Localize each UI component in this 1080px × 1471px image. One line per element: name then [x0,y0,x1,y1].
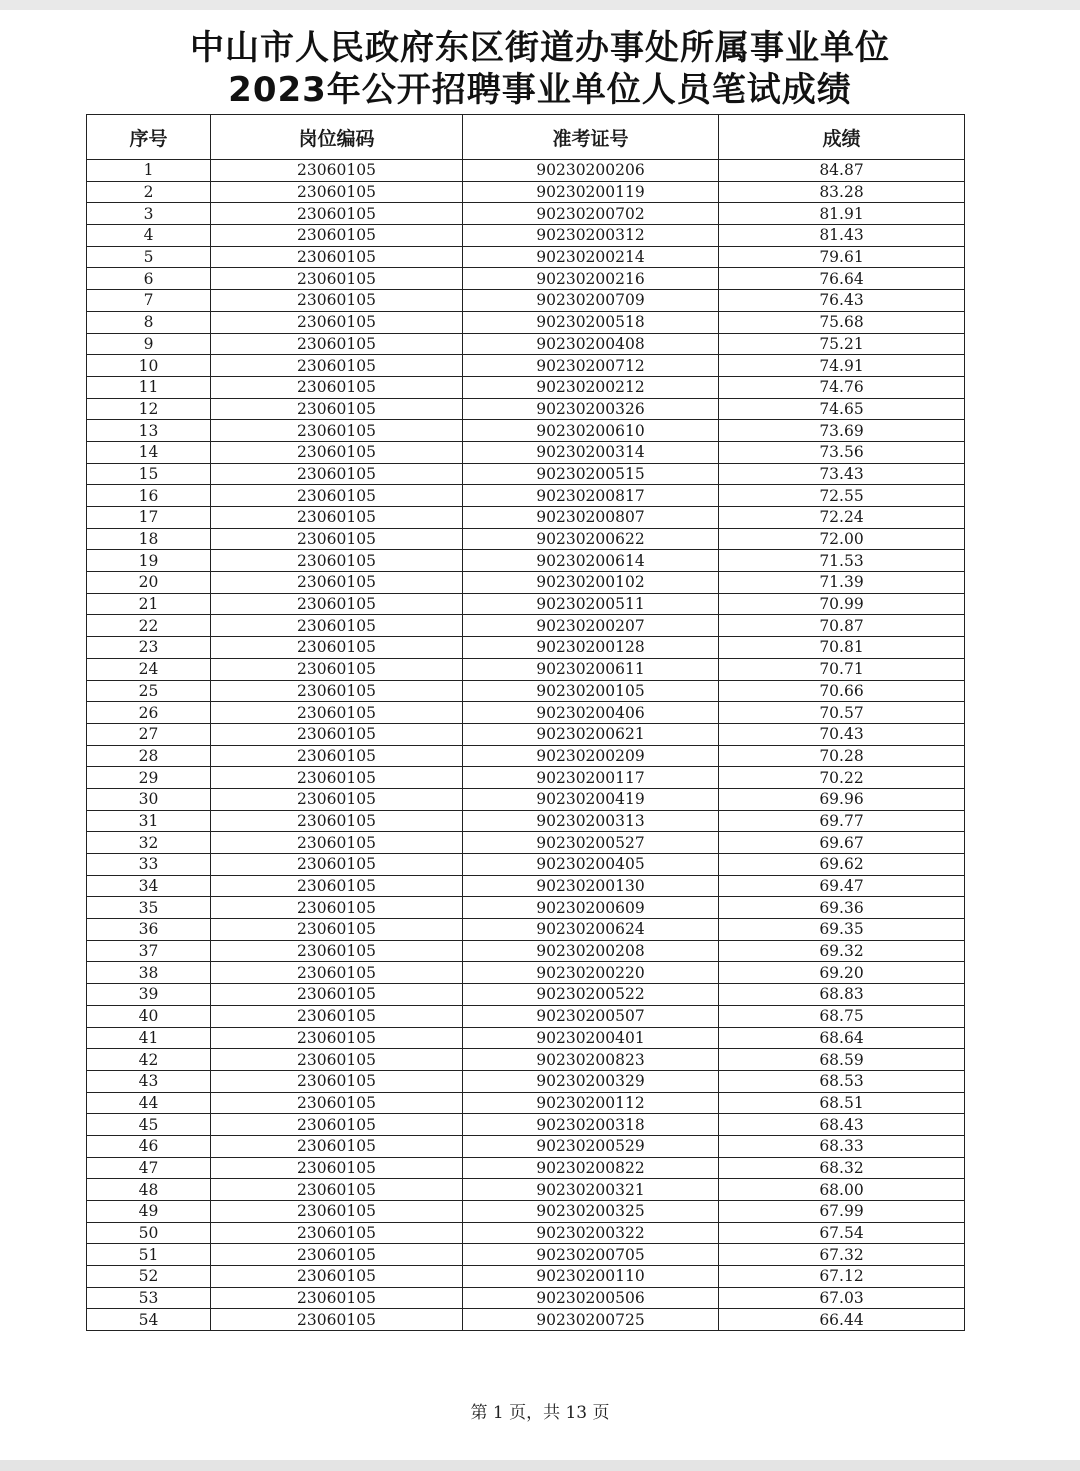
cell-ticket-number: 90230200614 [463,550,719,572]
cell-serial: 2 [87,181,211,203]
cell-ticket-number: 90230200312 [463,225,719,247]
table-row [87,1135,965,1157]
cell-score: 71.53 [719,550,965,572]
cell-ticket-number: 90230200214 [463,246,719,268]
cell-position-code: 23060105 [211,1222,463,1244]
cell-position-code: 23060105 [211,1201,463,1223]
cell-score: 81.43 [719,225,965,247]
cell-serial: 26 [87,702,211,724]
cell-serial: 38 [87,962,211,984]
cell-ticket-number: 90230200401 [463,1027,719,1049]
table-row [87,615,965,637]
cell-serial: 42 [87,1049,211,1071]
cell-score: 72.00 [719,528,965,550]
cell-score: 70.22 [719,767,965,789]
cell-serial: 3 [87,203,211,225]
table-row [87,485,965,507]
cell-ticket-number: 90230200119 [463,181,719,203]
cell-serial: 47 [87,1157,211,1179]
cell-serial: 53 [87,1287,211,1309]
top-edge [0,0,1080,10]
cell-position-code: 23060105 [211,311,463,333]
cell-position-code: 23060105 [211,376,463,398]
cell-ticket-number: 90230200527 [463,832,719,854]
cell-score: 69.96 [719,788,965,810]
table-row [87,181,965,203]
cell-position-code: 23060105 [211,962,463,984]
table-row [87,1114,965,1136]
table-row [87,1070,965,1092]
cell-serial: 39 [87,984,211,1006]
table-row [87,984,965,1006]
cell-score: 69.20 [719,962,965,984]
table-row [87,1309,965,1331]
cell-score: 70.99 [719,593,965,615]
cell-position-code: 23060105 [211,355,463,377]
cell-serial: 5 [87,246,211,268]
document-title-line2: 2023年公开招聘事业单位人员笔试成绩 [228,70,852,110]
cell-score: 66.44 [719,1309,965,1331]
table-row [87,398,965,420]
table-row [87,1287,965,1309]
cell-ticket-number: 90230200208 [463,940,719,962]
cell-position-code: 23060105 [211,1179,463,1201]
cell-serial: 49 [87,1201,211,1223]
cell-ticket-number: 90230200216 [463,268,719,290]
cell-serial: 29 [87,767,211,789]
cell-position-code: 23060105 [211,550,463,572]
cell-score: 68.53 [719,1070,965,1092]
cell-position-code: 23060105 [211,1027,463,1049]
cell-ticket-number: 90230200105 [463,680,719,702]
table-row [87,810,965,832]
cell-position-code: 23060105 [211,897,463,919]
cell-serial: 1 [87,160,211,182]
cell-position-code: 23060105 [211,984,463,1006]
cell-ticket-number: 90230200622 [463,528,719,550]
cell-serial: 23 [87,637,211,659]
cell-position-code: 23060105 [211,1157,463,1179]
cell-position-code: 23060105 [211,1287,463,1309]
cell-position-code: 23060105 [211,702,463,724]
table-row [87,507,965,529]
cell-position-code: 23060105 [211,723,463,745]
cell-serial: 8 [87,311,211,333]
cell-serial: 15 [87,463,211,485]
table-row [87,637,965,659]
cell-position-code: 23060105 [211,441,463,463]
cell-score: 69.35 [719,919,965,941]
cell-serial: 27 [87,723,211,745]
cell-ticket-number: 90230200406 [463,702,719,724]
cell-position-code: 23060105 [211,333,463,355]
cell-position-code: 23060105 [211,854,463,876]
table-row [87,919,965,941]
cell-position-code: 23060105 [211,593,463,615]
cell-ticket-number: 90230200823 [463,1049,719,1071]
table-row [87,1092,965,1114]
cell-ticket-number: 90230200212 [463,376,719,398]
cell-ticket-number: 90230200130 [463,875,719,897]
cell-ticket-number: 90230200807 [463,507,719,529]
table-row [87,203,965,225]
cell-score: 69.67 [719,832,965,854]
cell-score: 70.66 [719,680,965,702]
cell-ticket-number: 90230200518 [463,311,719,333]
cell-ticket-number: 90230200110 [463,1266,719,1288]
page-number: 第 1 页，共 13 页 [470,1403,610,1423]
cell-serial: 50 [87,1222,211,1244]
cell-score: 68.51 [719,1092,965,1114]
table-row [87,1222,965,1244]
cell-serial: 6 [87,268,211,290]
header-ticket-number: 准考证号 [463,115,719,160]
cell-serial: 18 [87,528,211,550]
cell-position-code: 23060105 [211,463,463,485]
cell-serial: 33 [87,854,211,876]
table-row [87,463,965,485]
cell-ticket-number: 90230200322 [463,1222,719,1244]
cell-serial: 46 [87,1135,211,1157]
cell-position-code: 23060105 [211,810,463,832]
cell-ticket-number: 90230200610 [463,420,719,442]
cell-ticket-number: 90230200405 [463,854,719,876]
cell-serial: 20 [87,572,211,594]
cell-score: 74.91 [719,355,965,377]
cell-ticket-number: 90230200511 [463,593,719,615]
cell-score: 84.87 [719,160,965,182]
cell-position-code: 23060105 [211,485,463,507]
cell-ticket-number: 90230200207 [463,615,719,637]
cell-position-code: 23060105 [211,225,463,247]
cell-score: 67.54 [719,1222,965,1244]
cell-position-code: 23060105 [211,1309,463,1331]
cell-ticket-number: 90230200209 [463,745,719,767]
cell-serial: 45 [87,1114,211,1136]
cell-serial: 25 [87,680,211,702]
cell-score: 67.03 [719,1287,965,1309]
table-row [87,528,965,550]
cell-score: 70.43 [719,723,965,745]
cell-serial: 51 [87,1244,211,1266]
cell-score: 69.32 [719,940,965,962]
cell-serial: 52 [87,1266,211,1288]
table-row [87,1244,965,1266]
header-score: 成绩 [719,115,965,160]
cell-serial: 24 [87,658,211,680]
cell-serial: 35 [87,897,211,919]
cell-score: 68.75 [719,1005,965,1027]
cell-serial: 13 [87,420,211,442]
cell-score: 76.43 [719,290,965,312]
table-header-row [87,115,965,160]
cell-ticket-number: 90230200325 [463,1201,719,1223]
cell-ticket-number: 90230200621 [463,723,719,745]
cell-score: 68.43 [719,1114,965,1136]
table-row [87,702,965,724]
cell-position-code: 23060105 [211,203,463,225]
cell-position-code: 23060105 [211,680,463,702]
cell-serial: 37 [87,940,211,962]
cell-ticket-number: 90230200709 [463,290,719,312]
cell-serial: 19 [87,550,211,572]
cell-ticket-number: 90230200408 [463,333,719,355]
cell-score: 72.55 [719,485,965,507]
cell-score: 73.56 [719,441,965,463]
table-row [87,441,965,463]
cell-serial: 7 [87,290,211,312]
table-row [87,593,965,615]
cell-ticket-number: 90230200112 [463,1092,719,1114]
cell-position-code: 23060105 [211,1135,463,1157]
table-row [87,290,965,312]
cell-score: 76.64 [719,268,965,290]
cell-serial: 36 [87,919,211,941]
cell-ticket-number: 90230200611 [463,658,719,680]
cell-serial: 16 [87,485,211,507]
cell-ticket-number: 90230200329 [463,1070,719,1092]
cell-ticket-number: 90230200529 [463,1135,719,1157]
table-row [87,832,965,854]
table-row [87,875,965,897]
cell-serial: 34 [87,875,211,897]
cell-score: 70.57 [719,702,965,724]
cell-score: 68.33 [719,1135,965,1157]
cell-ticket-number: 90230200314 [463,441,719,463]
cell-score: 74.65 [719,398,965,420]
cell-position-code: 23060105 [211,940,463,962]
cell-position-code: 23060105 [211,1114,463,1136]
cell-ticket-number: 90230200128 [463,637,719,659]
cell-serial: 41 [87,1027,211,1049]
cell-ticket-number: 90230200712 [463,355,719,377]
cell-position-code: 23060105 [211,572,463,594]
cell-score: 70.81 [719,637,965,659]
cell-serial: 9 [87,333,211,355]
cell-position-code: 23060105 [211,181,463,203]
cell-ticket-number: 90230200725 [463,1309,719,1331]
table-row [87,333,965,355]
table-row [87,1201,965,1223]
bottom-edge [0,1460,1080,1471]
cell-ticket-number: 90230200220 [463,962,719,984]
cell-position-code: 23060105 [211,637,463,659]
header-position-code: 岗位编码 [211,115,463,160]
cell-ticket-number: 90230200318 [463,1114,719,1136]
cell-ticket-number: 90230200313 [463,810,719,832]
cell-position-code: 23060105 [211,919,463,941]
cell-ticket-number: 90230200522 [463,984,719,1006]
cell-serial: 28 [87,745,211,767]
cell-score: 68.00 [719,1179,965,1201]
cell-score: 79.61 [719,246,965,268]
cell-position-code: 23060105 [211,507,463,529]
table-row [87,745,965,767]
cell-ticket-number: 90230200117 [463,767,719,789]
cell-serial: 43 [87,1070,211,1092]
cell-score: 75.21 [719,333,965,355]
table-row [87,658,965,680]
table-row [87,355,965,377]
cell-position-code: 23060105 [211,246,463,268]
table-row [87,680,965,702]
cell-score: 67.12 [719,1266,965,1288]
cell-serial: 40 [87,1005,211,1027]
table-row [87,268,965,290]
table-row [87,1266,965,1288]
cell-serial: 32 [87,832,211,854]
cell-score: 70.87 [719,615,965,637]
cell-score: 68.83 [719,984,965,1006]
cell-position-code: 23060105 [211,268,463,290]
table-row [87,550,965,572]
table-row [87,420,965,442]
table-row [87,1049,965,1071]
cell-position-code: 23060105 [211,745,463,767]
table-row [87,897,965,919]
cell-serial: 22 [87,615,211,637]
cell-ticket-number: 90230200506 [463,1287,719,1309]
table-row [87,788,965,810]
cell-score: 69.62 [719,854,965,876]
table-row [87,246,965,268]
cell-score: 69.47 [719,875,965,897]
cell-position-code: 23060105 [211,615,463,637]
cell-position-code: 23060105 [211,767,463,789]
cell-ticket-number: 90230200507 [463,1005,719,1027]
cell-score: 81.91 [719,203,965,225]
cell-serial: 48 [87,1179,211,1201]
cell-ticket-number: 90230200321 [463,1179,719,1201]
cell-serial: 10 [87,355,211,377]
cell-position-code: 23060105 [211,1049,463,1071]
cell-score: 75.68 [719,311,965,333]
cell-ticket-number: 90230200419 [463,788,719,810]
cell-score: 73.43 [719,463,965,485]
cell-ticket-number: 90230200206 [463,160,719,182]
cell-position-code: 23060105 [211,290,463,312]
cell-serial: 11 [87,376,211,398]
cell-score: 83.28 [719,181,965,203]
cell-serial: 44 [87,1092,211,1114]
cell-ticket-number: 90230200822 [463,1157,719,1179]
cell-position-code: 23060105 [211,658,463,680]
cell-ticket-number: 90230200609 [463,897,719,919]
cell-serial: 31 [87,810,211,832]
cell-position-code: 23060105 [211,1005,463,1027]
cell-ticket-number: 90230200702 [463,203,719,225]
table-body [87,160,965,1331]
cell-serial: 30 [87,788,211,810]
table-row [87,767,965,789]
cell-position-code: 23060105 [211,160,463,182]
document-title-line1: 中山市人民政府东区街道办事处所属事业单位 [190,28,890,68]
table-row [87,1027,965,1049]
cell-score: 70.28 [719,745,965,767]
cell-position-code: 23060105 [211,398,463,420]
cell-position-code: 23060105 [211,788,463,810]
table-row [87,160,965,182]
cell-ticket-number: 90230200326 [463,398,719,420]
cell-serial: 14 [87,441,211,463]
table-row [87,1179,965,1201]
cell-position-code: 23060105 [211,1266,463,1288]
table-row [87,376,965,398]
cell-score: 74.76 [719,376,965,398]
cell-position-code: 23060105 [211,875,463,897]
cell-score: 72.24 [719,507,965,529]
table-row [87,854,965,876]
cell-ticket-number: 90230200102 [463,572,719,594]
table-row [87,311,965,333]
cell-score: 69.77 [719,810,965,832]
score-table [86,114,965,1331]
cell-score: 71.39 [719,572,965,594]
cell-position-code: 23060105 [211,1092,463,1114]
cell-position-code: 23060105 [211,528,463,550]
header-serial: 序号 [87,115,211,160]
table-row [87,723,965,745]
cell-serial: 54 [87,1309,211,1331]
cell-ticket-number: 90230200515 [463,463,719,485]
cell-ticket-number: 90230200624 [463,919,719,941]
cell-score: 69.36 [719,897,965,919]
cell-serial: 17 [87,507,211,529]
cell-score: 67.99 [719,1201,965,1223]
cell-score: 68.59 [719,1049,965,1071]
table-row [87,940,965,962]
table-row [87,962,965,984]
cell-score: 67.32 [719,1244,965,1266]
cell-position-code: 23060105 [211,1244,463,1266]
cell-score: 73.69 [719,420,965,442]
table-row [87,1005,965,1027]
table-row [87,572,965,594]
cell-position-code: 23060105 [211,420,463,442]
table-row [87,225,965,247]
table-row [87,1157,965,1179]
cell-serial: 12 [87,398,211,420]
cell-score: 70.71 [719,658,965,680]
cell-score: 68.64 [719,1027,965,1049]
cell-ticket-number: 90230200817 [463,485,719,507]
cell-score: 68.32 [719,1157,965,1179]
cell-position-code: 23060105 [211,1070,463,1092]
cell-position-code: 23060105 [211,832,463,854]
cell-serial: 21 [87,593,211,615]
cell-serial: 4 [87,225,211,247]
cell-ticket-number: 90230200705 [463,1244,719,1266]
